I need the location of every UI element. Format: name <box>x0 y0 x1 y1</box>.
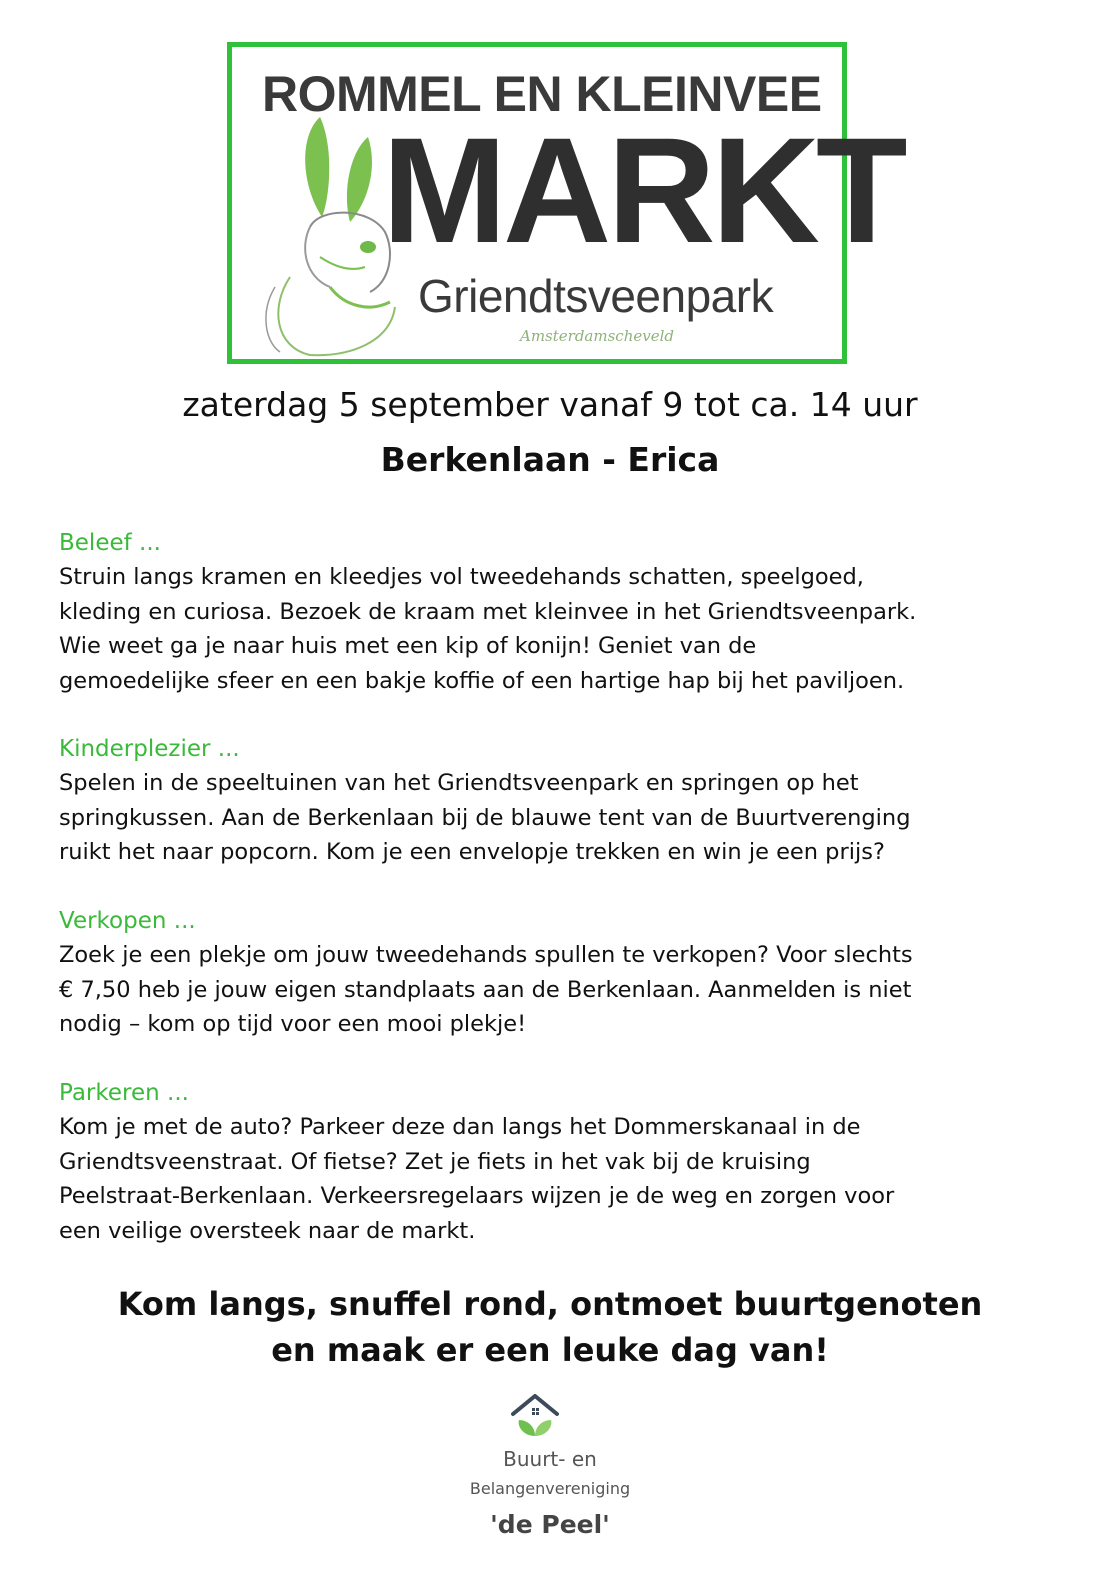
event-date-time: zaterdag 5 september vanaf 9 tot ca. 14 uur <box>182 385 918 424</box>
section-line: Peelstraat-Berkenlaan. Verkeersregelaars wijzen je de weg en zorgen voor <box>59 1183 895 1209</box>
logo-title: MARKT <box>382 106 904 274</box>
house-leaf-icon <box>507 1390 563 1442</box>
logo-subtitle: ROMMEL EN KLEINVEE <box>262 66 822 122</box>
org-name-line2: Belangenvereniging <box>469 1479 631 1498</box>
section-line: Struin langs kramen en kleedjes vol tweedehands schatten, speelgoed, <box>59 564 864 590</box>
closing-message <box>0 1281 1100 1373</box>
section-line: Spelen in de speeltuinen van het Griendtsveenpark en springen op het <box>59 770 859 796</box>
section-line: Wie weet ga je naar huis met een kip of konijn! Geniet van de <box>59 633 757 659</box>
section-heading: Parkeren ... <box>59 1080 189 1106</box>
section-line: Griendtsveenstraat. Of fietse? Zet je fiets in het vak bij de kruising <box>59 1148 811 1175</box>
section-heading: Kinderplezier ... <box>59 736 240 762</box>
section-line: gemoedelijke sfeer en een bakje koffie of een hartige hap bij het paviljoen. <box>59 667 905 694</box>
logo-park-name: Griendtsveenpark <box>418 270 774 322</box>
section-line: Zoek je een plekje om jouw tweedehands spullen te verkopen? Voor slechts <box>59 942 913 968</box>
section-beleef <box>59 526 1049 698</box>
section-line: ruikt het naar popcorn. Kom je een envelopje trekken en win je een prijs? <box>59 839 885 865</box>
section-heading: Verkopen ... <box>59 908 196 934</box>
section-line: Kom je met de auto? Parkeer deze dan langs het Dommerskanaal in de <box>59 1114 861 1140</box>
section-kinderplezier <box>59 732 1049 870</box>
org-name-line3: 'de Peel' <box>490 1510 610 1539</box>
section-line: springkussen. Aan de Berkenlaan bij de blauwe tent van de Buurtverenging <box>59 804 911 831</box>
event-logo <box>227 42 904 364</box>
closing-line: en maak er een leuke dag van! <box>271 1331 829 1369</box>
section-line: een veilige oversteek naar de markt. <box>59 1217 476 1244</box>
logo-tagline: Amsterdamscheveld <box>520 327 674 345</box>
org-name-line1: Buurt- en <box>503 1447 597 1471</box>
section-parkeren <box>59 1076 1049 1248</box>
closing-line: Kom langs, snuffel rond, ontmoet buurtgenoten <box>117 1285 983 1323</box>
event-location: Berkenlaan - Erica <box>380 440 720 479</box>
section-line: kleding en curiosa. Bezoek de kraam met kleinvee in het Griendtsveenpark. <box>59 598 917 625</box>
section-line: € 7,50 heb je jouw eigen standplaats aan de Berkenlaan. Aanmelden is niet <box>59 976 912 1003</box>
section-heading: Beleef ... <box>59 530 161 556</box>
section-verkopen <box>59 904 1049 1042</box>
section-line: nodig – kom op tijd voor een mooi plekje! <box>59 1011 527 1037</box>
